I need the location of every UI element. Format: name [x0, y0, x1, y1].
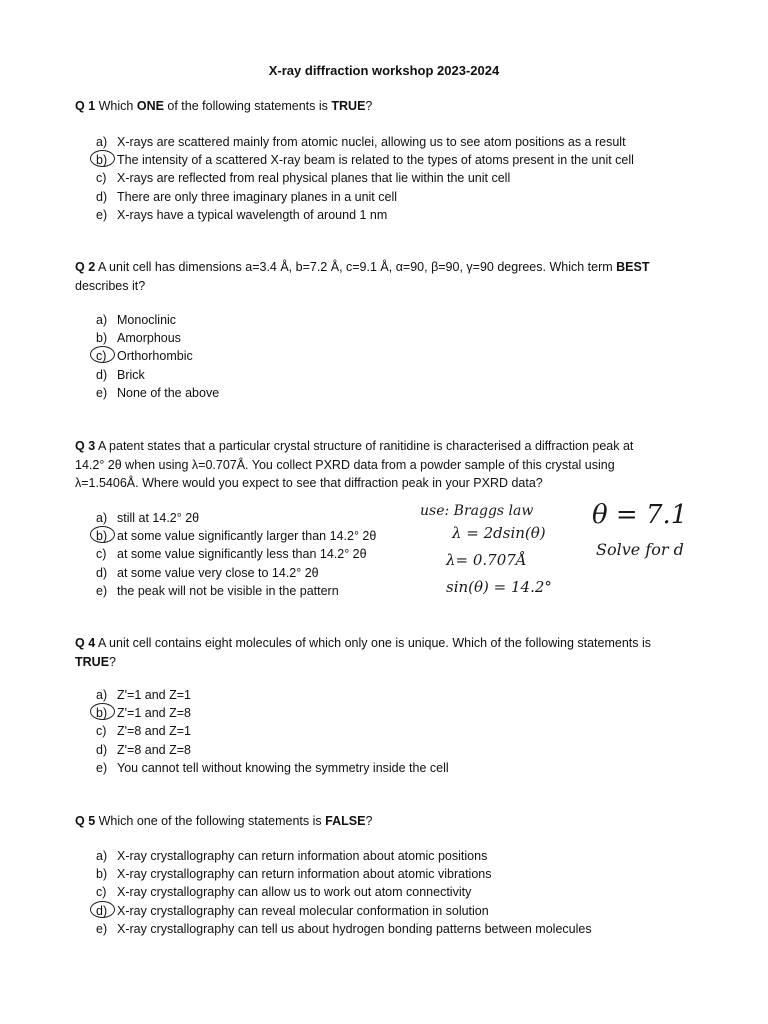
stem-text: Which: [95, 99, 137, 113]
option-letter: a): [96, 511, 108, 525]
answer-option: [96, 920, 696, 938]
option-text: X-ray crystallography can allow us to work out atom connectivity: [117, 885, 472, 900]
option-letter: d): [96, 903, 108, 918]
option-letter: c): [96, 349, 107, 364]
handwritten-answer-circle: [90, 901, 115, 918]
answer-option: [96, 704, 696, 722]
stem-text: Which one of the following statements is: [95, 814, 326, 828]
handwritten-note-braggs-law: use: Braggs law: [420, 503, 534, 519]
answer-option: [96, 133, 696, 151]
answer-option: [96, 902, 696, 920]
answer-option: [96, 564, 696, 582]
handwritten-equation-bragg: λ = 2dsin(θ): [452, 524, 546, 542]
option-text: X-rays have a typical wavelength of around 1 nm: [117, 207, 388, 222]
question-number: Q 1: [75, 99, 96, 113]
option-letter: a): [96, 849, 108, 863]
option-text: Brick: [117, 367, 145, 382]
option-letter: d): [96, 367, 108, 382]
answer-option: [96, 347, 696, 365]
option-text: Z'=8 and Z=8: [117, 742, 191, 757]
stem-emphasis: FALSE: [325, 814, 366, 828]
option-text: at some value very close to 14.2° 2θ: [117, 565, 319, 580]
option-letter: e): [96, 583, 108, 598]
stem-text: 14.2° 2θ when using λ=0.707Å. You collect PXRD data from a powder sample of this crystal using: [75, 457, 615, 472]
option-text: still at 14.2° 2θ: [117, 511, 200, 525]
option-text: X-ray crystallography can reveal molecular conformation in solution: [117, 903, 489, 918]
option-letter: b): [96, 867, 108, 882]
answer-option: [96, 329, 696, 347]
option-text: the peak will not be visible in the pattern: [117, 583, 339, 598]
answer-option: [96, 741, 696, 759]
question-number: Q 5: [75, 814, 96, 828]
option-text: X-ray crystallography can return information about atomic positions: [117, 849, 488, 863]
stem-text: A patent states that a particular crystal structure of ranitidine is characterised a diffraction peak at: [95, 439, 634, 453]
option-text: There are only three imaginary planes in a unit cell: [117, 189, 398, 204]
answer-option: [96, 865, 696, 883]
stem-text: A unit cell has dimensions a=3.4 Å, b=7.2 Å, c=9.1 Å, α=90, β=90, γ=90 degrees. Which term: [95, 260, 617, 274]
option-text: X-rays are scattered mainly from atomic nuclei, allowing us to see atom positions as a result: [117, 135, 626, 149]
answer-option: [96, 722, 696, 740]
stem-text: of the following statements is: [163, 99, 332, 113]
answer-option: [96, 582, 696, 600]
answer-option: [96, 206, 696, 224]
option-text: Z'=8 and Z=1: [117, 724, 191, 739]
option-letter: b): [96, 706, 108, 721]
answer-option: [96, 169, 696, 187]
option-text: at some value significantly less than 14.2° 2θ: [117, 547, 367, 562]
option-text: You cannot tell without knowing the symmetry inside the cell: [117, 760, 449, 775]
question-4-options: [96, 686, 696, 777]
option-letter: b): [96, 153, 108, 168]
handwritten-sine-theta: sin(θ) = 14.2°: [446, 578, 552, 596]
option-letter: d): [96, 189, 108, 204]
answer-option: [96, 366, 696, 384]
question-number: Q 2: [75, 260, 96, 274]
option-letter: e): [96, 207, 108, 222]
answer-option: [96, 686, 696, 704]
question-4-stem: [75, 634, 715, 671]
question-5-options: [96, 847, 696, 938]
option-letter: d): [96, 565, 108, 580]
stem-emphasis: TRUE: [75, 654, 110, 669]
handwritten-solve-for-d: Solve for d: [596, 540, 684, 559]
stem-text: ?: [365, 99, 373, 113]
question-3-stem: [75, 437, 715, 493]
answer-option: [96, 311, 696, 329]
question-number: Q 3: [75, 439, 96, 453]
question-2-options: [96, 311, 696, 402]
option-letter: a): [96, 135, 108, 149]
option-text: Amorphous: [117, 331, 181, 346]
stem-emphasis: TRUE: [331, 99, 366, 113]
stem-emphasis: BEST: [616, 260, 650, 274]
option-letter: c): [96, 885, 107, 900]
option-text: The intensity of a scattered X-ray beam is related to the types of atoms present in the unit cell: [117, 153, 634, 168]
stem-text: describes it?: [75, 278, 146, 293]
option-letter: b): [96, 529, 108, 544]
answer-option: [96, 188, 696, 206]
question-1-options: [96, 133, 696, 224]
stem-emphasis: ONE: [136, 99, 164, 113]
handwritten-wavelength: λ= 0.707Å: [446, 551, 527, 569]
option-text: Z'=1 and Z=8: [117, 706, 191, 721]
option-letter: b): [96, 331, 108, 346]
option-text: Orthorhombic: [117, 349, 193, 364]
question-1-stem: [75, 97, 695, 116]
option-letter: c): [96, 171, 107, 186]
option-letter: e): [96, 760, 108, 775]
option-text: at some value significantly larger than 14.2° 2θ: [117, 529, 377, 544]
option-letter: d): [96, 742, 108, 757]
option-text: Z'=1 and Z=1: [117, 688, 191, 702]
option-letter: e): [96, 385, 108, 400]
stem-text: ?: [365, 814, 373, 828]
option-letter: c): [96, 724, 107, 739]
option-text: X-rays are reflected from real physical planes that lie within the unit cell: [117, 171, 511, 186]
option-text: X-ray crystallography can return information about atomic vibrations: [117, 867, 492, 882]
handwritten-theta-value: θ = 7.1: [592, 500, 688, 530]
option-letter: c): [96, 547, 107, 562]
page-title: X-ray diffraction workshop 2023-2024: [268, 63, 500, 78]
answer-option: [96, 847, 696, 865]
option-text: None of the above: [117, 385, 220, 400]
answer-option: [96, 759, 696, 777]
option-text: X-ray crystallography can tell us about hydrogen bonding patterns between molecules: [117, 921, 592, 936]
option-letter: a): [96, 313, 108, 327]
answer-option: [96, 883, 696, 901]
question-2-stem: [75, 258, 695, 295]
question-5-stem: [75, 812, 695, 831]
stem-text: ?: [109, 654, 116, 669]
question-number: Q 4: [75, 636, 96, 650]
option-letter: a): [96, 688, 108, 702]
option-text: Monoclinic: [117, 313, 177, 327]
answer-option: [96, 151, 696, 169]
stem-text: λ=1.5406Å. Where would you expect to see that diffraction peak in your PXRD data?: [75, 476, 543, 490]
option-letter: e): [96, 921, 108, 936]
answer-option: [96, 384, 696, 402]
stem-text: A unit cell contains eight molecules of which only one is unique. Which of the following statements is: [95, 636, 652, 650]
